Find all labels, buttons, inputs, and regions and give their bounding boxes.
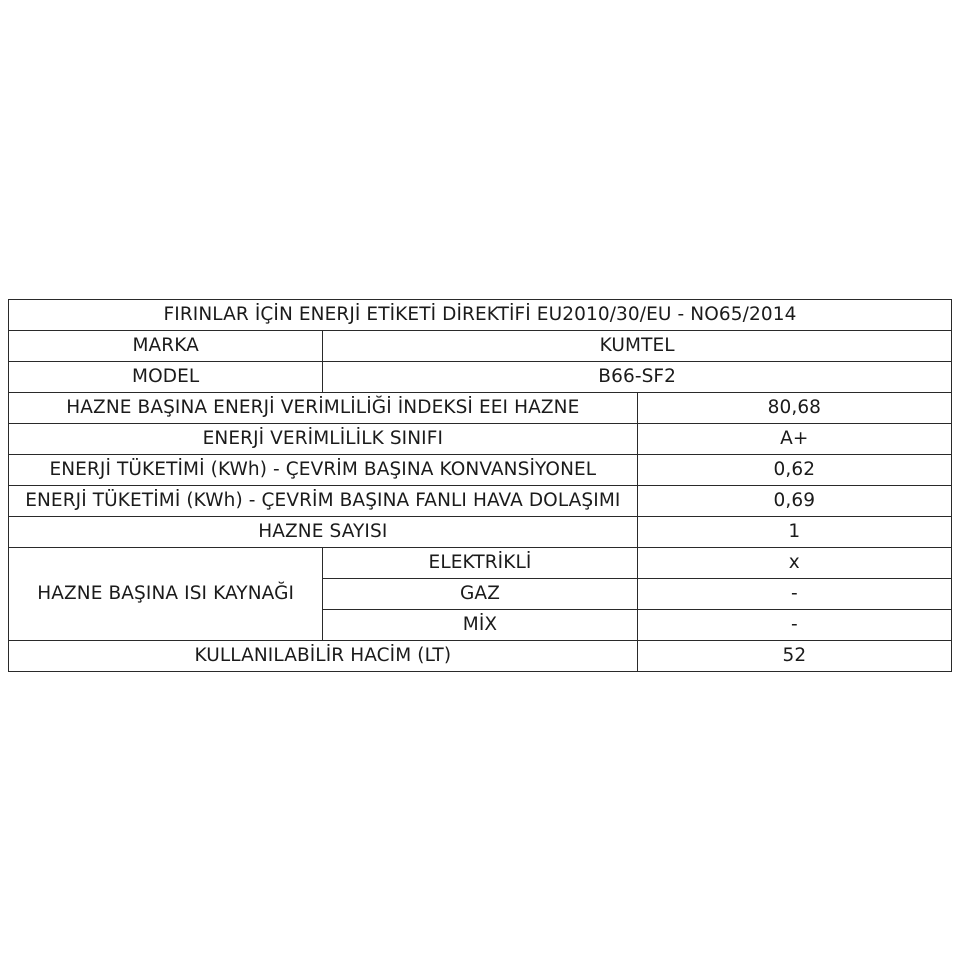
table-row-heat-source-electric bbox=[9, 548, 952, 579]
row-value-cavity-count: 1 bbox=[637, 517, 951, 548]
table-row bbox=[9, 393, 952, 424]
heat-source-name-gas: GAZ bbox=[323, 579, 637, 610]
table-row bbox=[9, 362, 952, 393]
table-row bbox=[9, 331, 952, 362]
table-row bbox=[9, 455, 952, 486]
row-label-model: MODEL bbox=[9, 362, 323, 393]
row-label-consumption-fan: ENERJİ TÜKETİMİ (KWh) - ÇEVRİM BAŞINA FANLI HAVA DOLAŞIMI bbox=[9, 486, 638, 517]
row-value-eei: 80,68 bbox=[637, 393, 951, 424]
table-row bbox=[9, 486, 952, 517]
energy-label-table-wrapper bbox=[8, 299, 952, 672]
row-label-energy-class: ENERJİ VERİMLİLİLK SINIFI bbox=[9, 424, 638, 455]
row-value-model: B66-SF2 bbox=[323, 362, 952, 393]
heat-source-value-gas: - bbox=[637, 579, 951, 610]
table-row bbox=[9, 517, 952, 548]
row-label-cavity-count: HAZNE SAYISI bbox=[9, 517, 638, 548]
heat-source-value-electric: x bbox=[637, 548, 951, 579]
row-label-consumption-conventional: ENERJİ TÜKETİMİ (KWh) - ÇEVRİM BAŞINA KONVANSİYONEL bbox=[9, 455, 638, 486]
table-row-title bbox=[9, 300, 952, 331]
row-label-heat-source: HAZNE BAŞINA ISI KAYNAĞI bbox=[9, 548, 323, 641]
heat-source-value-mix: - bbox=[637, 610, 951, 641]
row-value-energy-class: A+ bbox=[637, 424, 951, 455]
row-label-usable-volume: KULLANILABİLİR HACİM (LT) bbox=[9, 641, 638, 672]
table-row bbox=[9, 424, 952, 455]
row-value-usable-volume: 52 bbox=[637, 641, 951, 672]
energy-label-table bbox=[8, 299, 952, 672]
heat-source-name-electric: ELEKTRİKLİ bbox=[323, 548, 637, 579]
heat-source-name-mix: MİX bbox=[323, 610, 637, 641]
row-label-eei: HAZNE BAŞINA ENERJİ VERİMLİLİĞİ İNDEKSİ EEI HAZNE bbox=[9, 393, 638, 424]
row-value-marka: KUMTEL bbox=[323, 331, 952, 362]
document-title: FIRINLAR İÇİN ENERJİ ETİKETİ DİREKTİFİ EU2010/30/EU - NO65/2014 bbox=[9, 300, 952, 331]
row-value-consumption-conventional: 0,62 bbox=[637, 455, 951, 486]
row-value-consumption-fan: 0,69 bbox=[637, 486, 951, 517]
table-row bbox=[9, 641, 952, 672]
row-label-marka: MARKA bbox=[9, 331, 323, 362]
